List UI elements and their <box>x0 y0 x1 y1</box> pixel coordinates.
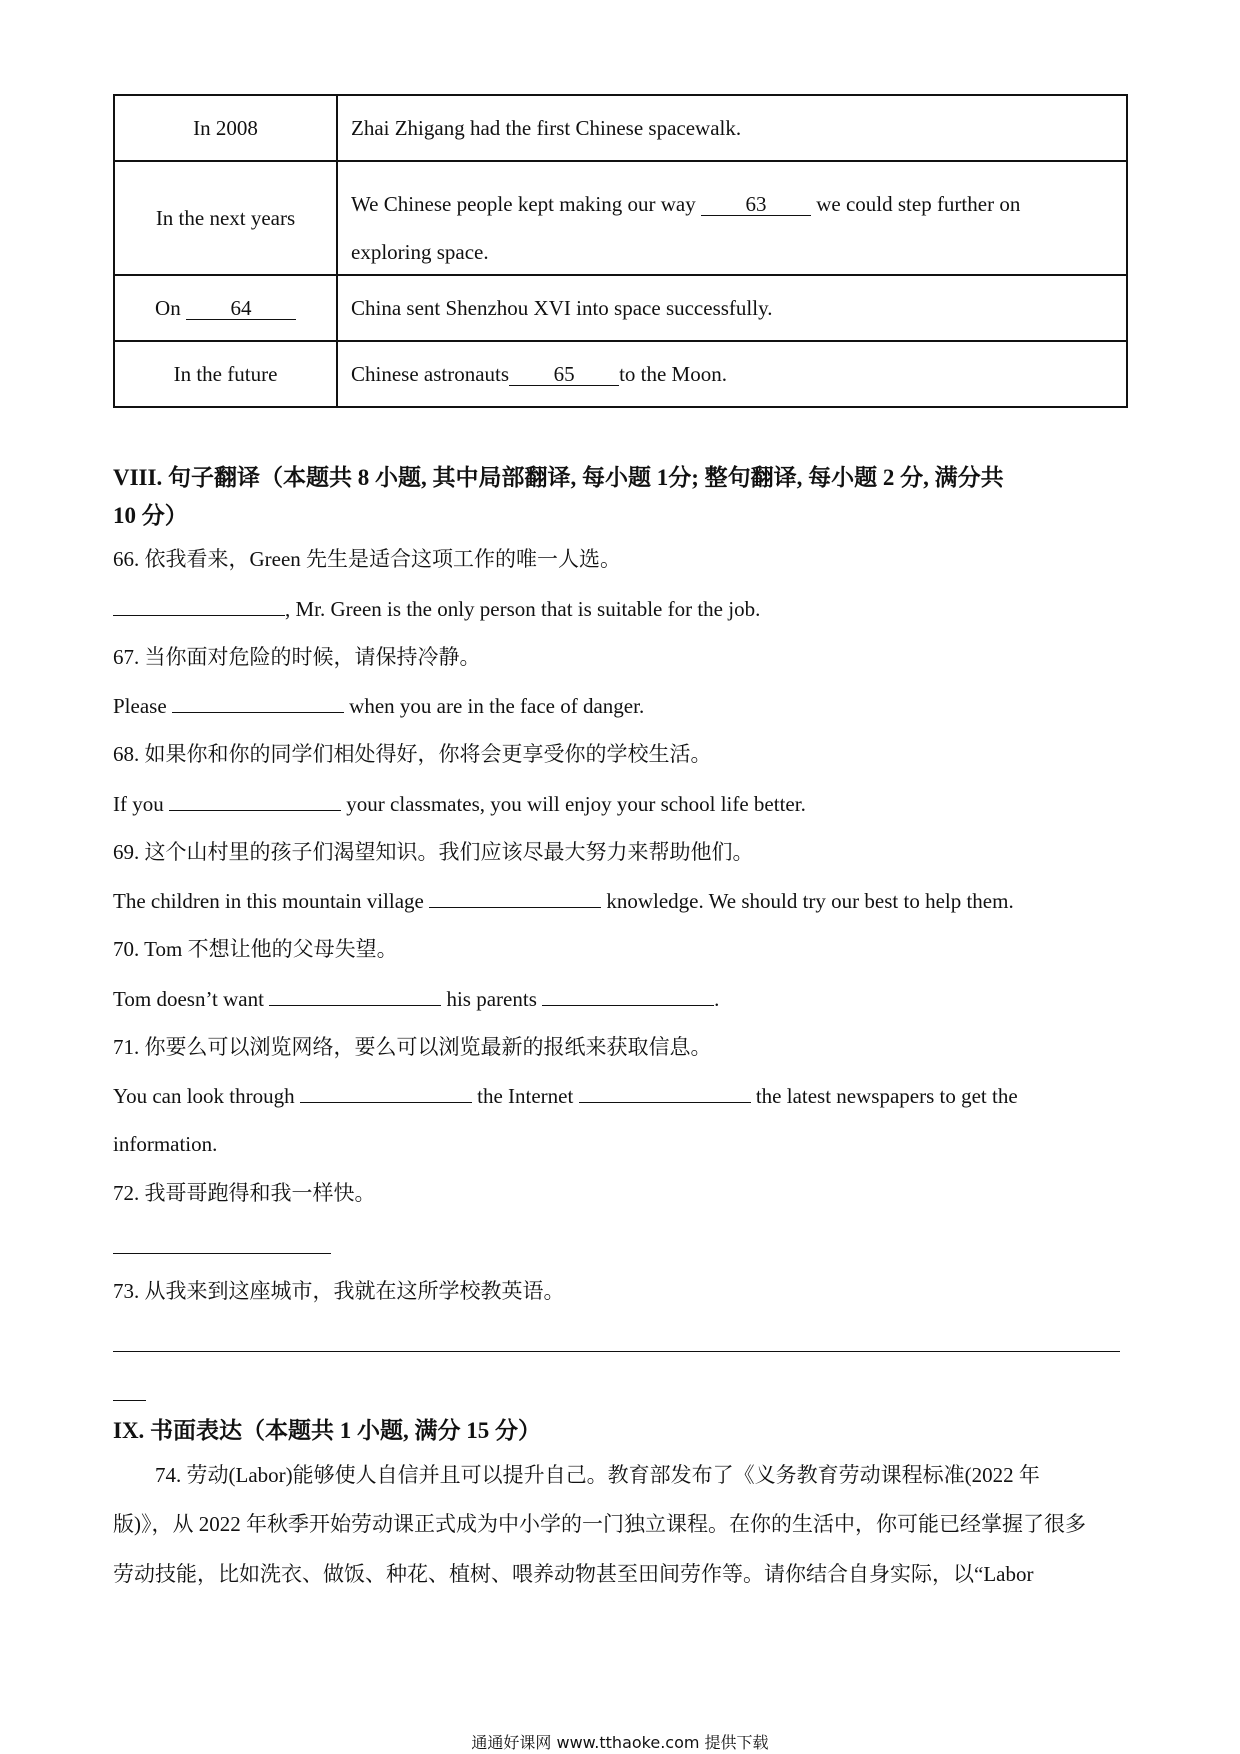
time-cell: In 2008 <box>115 96 338 160</box>
event-cell: Chinese astronauts 65 to the Moon. <box>351 361 727 386</box>
q68-english: If you your classmates, you will enjoy your school life better. <box>113 792 806 816</box>
q73-answer-line-end[interactable] <box>113 1400 146 1401</box>
answer-blank[interactable] <box>113 595 285 616</box>
q67-english: Please when you are in the face of danger. <box>113 694 645 718</box>
q74-line2: 版)》，从 2022 年秋季开始劳动课正式成为中小学的一门独立课程。在你的生活中，你可能已经掌握了很多 <box>113 1512 1086 1536</box>
table-row <box>115 342 1126 406</box>
q70-english: Tom doesn’t want his parents . <box>113 987 720 1011</box>
time-cell: On 64 <box>115 276 338 340</box>
event-cell: We Chinese people kept making our way 63 we could step further on exploring space. <box>351 192 1021 264</box>
q73-answer-line[interactable] <box>113 1351 1120 1352</box>
q68-chinese: 68. 如果你和你的同学们相处得好，你将会更享受你的学校生活。 <box>113 742 712 766</box>
q72-answer-line[interactable] <box>113 1253 331 1254</box>
event-cell: China sent Shenzhou XVI into space successfully. <box>351 295 773 320</box>
q71-chinese: 71. 你要么可以浏览网络，要么可以浏览最新的报纸来获取信息。 <box>113 1035 712 1059</box>
q74-line1: 74. 劳动(Labor)能够使人自信并且可以提升自己。教育部发布了《义务教育劳动课程标准(2022 年 <box>155 1463 1040 1487</box>
q69-chinese: 69. 这个山村里的孩子们渴望知识。我们应该尽最大努力来帮助他们。 <box>113 840 754 864</box>
q72-chinese: 72. 我哥哥跑得和我一样快。 <box>113 1181 376 1205</box>
q71-english: You can look through the Internet the latest newspapers to get the <box>113 1084 1018 1108</box>
section-9-heading: IX. 书面表达（本题共 1 小题, 满分 15 分） <box>113 1418 542 1443</box>
table-row <box>115 162 1126 276</box>
answer-blank[interactable] <box>429 887 601 908</box>
q67-chinese: 67. 当你面对危险的时候，请保持冷静。 <box>113 645 481 669</box>
answer-blank[interactable] <box>579 1082 751 1103</box>
footer-source: 通通好课网 www.tthaoke.com 提供下载 <box>471 1733 769 1752</box>
answer-blank[interactable] <box>542 985 714 1006</box>
q66-chinese: 66. 依我看来，Green 先生是适合这项工作的唯一人选。 <box>113 547 622 571</box>
blank-65[interactable]: 65 <box>509 363 619 386</box>
blank-64[interactable]: 64 <box>186 297 296 320</box>
timeline-table <box>113 94 1128 408</box>
q69-english: The children in this mountain village knowledge. We should try our best to help them. <box>113 889 1014 913</box>
table-row <box>115 276 1126 342</box>
q71-english-line2: information. <box>113 1132 218 1156</box>
table-row <box>115 96 1126 162</box>
blank-63[interactable]: 63 <box>701 193 811 216</box>
time-cell: In the next years <box>115 162 338 274</box>
answer-blank[interactable] <box>172 692 344 713</box>
answer-blank[interactable] <box>269 985 441 1006</box>
q73-chinese: 73. 从我来到这座城市，我就在这所学校教英语。 <box>113 1279 565 1303</box>
q74-line3: 劳动技能，比如洗衣、做饭、种花、植树、喂养动物甚至田间劳作等。请你结合自身实际，以“Labor <box>113 1562 1034 1586</box>
answer-blank[interactable] <box>300 1082 472 1103</box>
section-8-heading: VIII. 句子翻译（本题共 8 小题, 其中局部翻译, 每小题 1分; 整句翻译, 每小题 2 分, 满分共 10 分） <box>113 465 1004 528</box>
q66-english: , Mr. Green is the only person that is suitable for the job. <box>113 595 760 622</box>
answer-blank[interactable] <box>169 790 341 811</box>
event-cell: Zhai Zhigang had the first Chinese spacewalk. <box>351 115 742 140</box>
time-cell: In the future <box>115 342 338 406</box>
q70-chinese: 70. Tom 不想让他的父母失望。 <box>113 937 398 961</box>
